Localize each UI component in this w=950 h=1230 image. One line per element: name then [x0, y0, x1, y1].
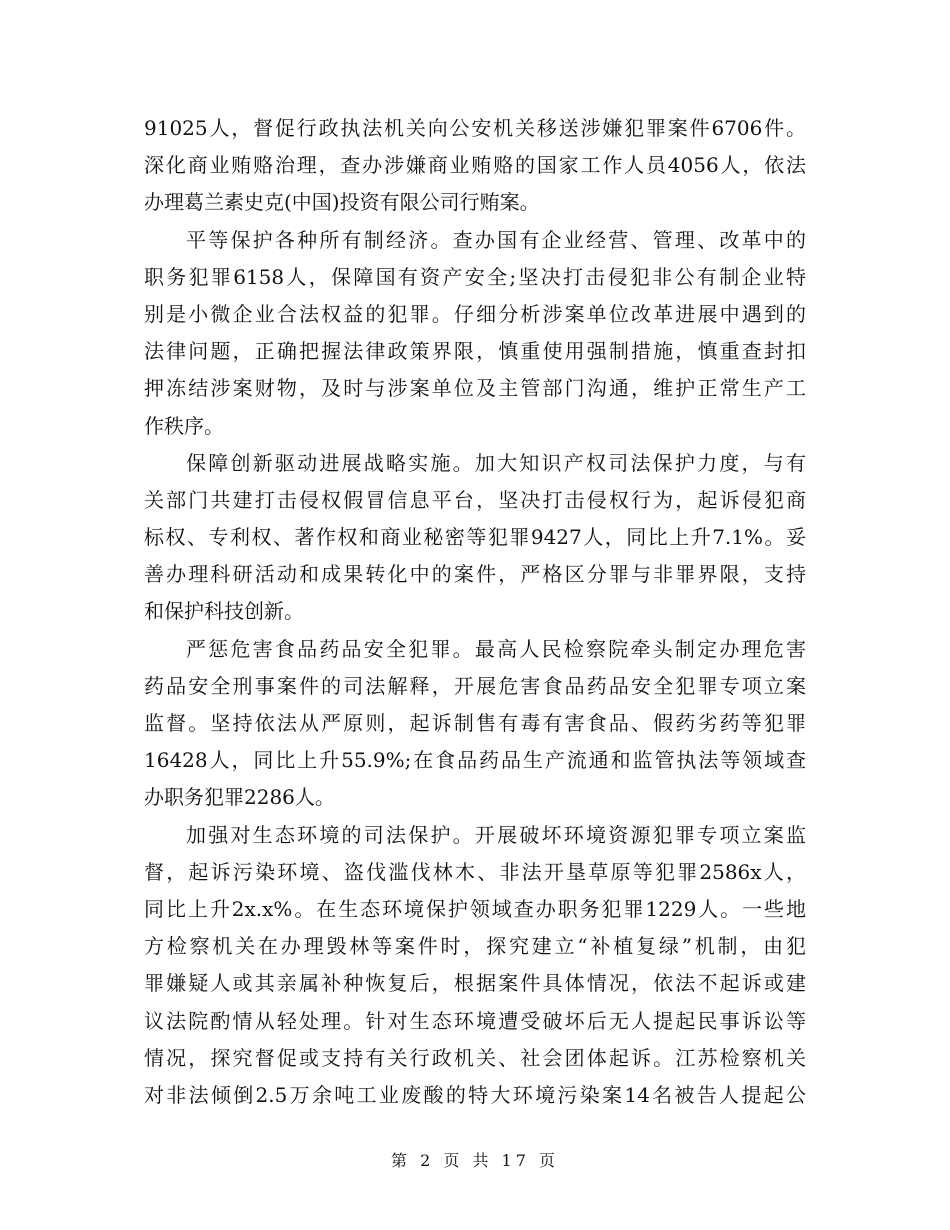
- text-line: 作秩序。: [144, 413, 224, 438]
- text-line: 对非法倾倒2.5万余吨工业废酸的特大环境污染案14名被告人提起公: [144, 1082, 806, 1107]
- text-line: 91025人，督促行政执法机关向公安机关移送涉嫌犯罪案件6706件。: [144, 116, 806, 140]
- text-line: 深化商业贿赂治理，查办涉嫌商业贿赂的国家工作人员4056人，依法: [144, 153, 806, 178]
- text-line: 押冻结涉案财物，及时与涉案单位及主管部门沟通，维护正常生产工: [144, 376, 806, 401]
- text-line: 标权、专利权、著作权和商业秘密等犯罪9427人，同比上升7.1%。妥: [144, 525, 806, 550]
- text-line: 办职务犯罪2286人。: [144, 785, 335, 810]
- text-line: 监督。坚持依法从严原则，起诉制售有毒有害食品、假药劣药等犯罪: [144, 711, 806, 735]
- text-line: 法律问题，正确把握法律政策界限，慎重使用强制措施，慎重查封扣: [144, 339, 806, 364]
- paragraph-first-line: 保障创新驱动进展战略实施。加大知识产权司法保护力度，与有: [186, 450, 806, 475]
- page-number-footer: 第 2 页 共 17 页: [391, 1151, 559, 1170]
- paragraph-first-line: 加强对生态环境的司法保护。开展破坏环境资源犯罪专项立案监: [186, 822, 806, 847]
- text-line: 办理葛兰素史克(中国)投资有限公司行贿案。: [144, 190, 540, 215]
- text-line: 关部门共建打击侵权假冒信息平台，坚决打击侵权行为，起诉侵犯商: [144, 487, 806, 512]
- text-line: 督，起诉污染环境、盗伐滥伐林木、非法开垦草原等犯罪2586x人，: [144, 859, 806, 884]
- document-body: [144, 110, 806, 1114]
- text-line: 方检察机关在办理毁林等案件时，探究建立“补植复绿”机制，由犯: [144, 934, 806, 959]
- text-line: 情况，探究督促或支持有关行政机关、社会团体起诉。江苏检察机关: [144, 1045, 806, 1070]
- text-line: 16428人，同比上升55.9%;在食品药品生产流通和监管执法等领域查: [144, 748, 806, 773]
- text-line: 同比上升2x.x%。在生态环境保护领域查办职务犯罪1229人。一些地: [144, 896, 806, 921]
- paragraph-first-line: 严惩危害食品药品安全犯罪。最高人民检察院牵头制定办理危害: [186, 636, 806, 661]
- text-line: 药品安全刑事案件的司法解释，开展危害食品药品安全犯罪专项立案: [144, 673, 806, 698]
- text-line: 议法院酌情从轻处理。针对生态环境遭受破坏后无人提起民事诉讼等: [144, 1008, 806, 1033]
- text-line: 别是小微企业合法权益的犯罪。仔细分析涉案单位改革进展中遇到的: [144, 301, 806, 326]
- text-line: 职务犯罪6158人，保障国有资产安全;坚决打击侵犯非公有制企业特: [144, 264, 806, 289]
- text-line: 善办理科研活动和成果转化中的案件，严格区分罪与非罪界限，支持: [144, 562, 806, 587]
- text-line: 和保护科技创新。: [144, 599, 304, 624]
- paragraph-first-line: 平等保护各种所有制经济。查办国有企业经营、管理、改革中的: [186, 227, 806, 252]
- text-line: 罪嫌疑人或其亲属补种恢复后，根据案件具体情况，依法不起诉或建: [144, 971, 806, 996]
